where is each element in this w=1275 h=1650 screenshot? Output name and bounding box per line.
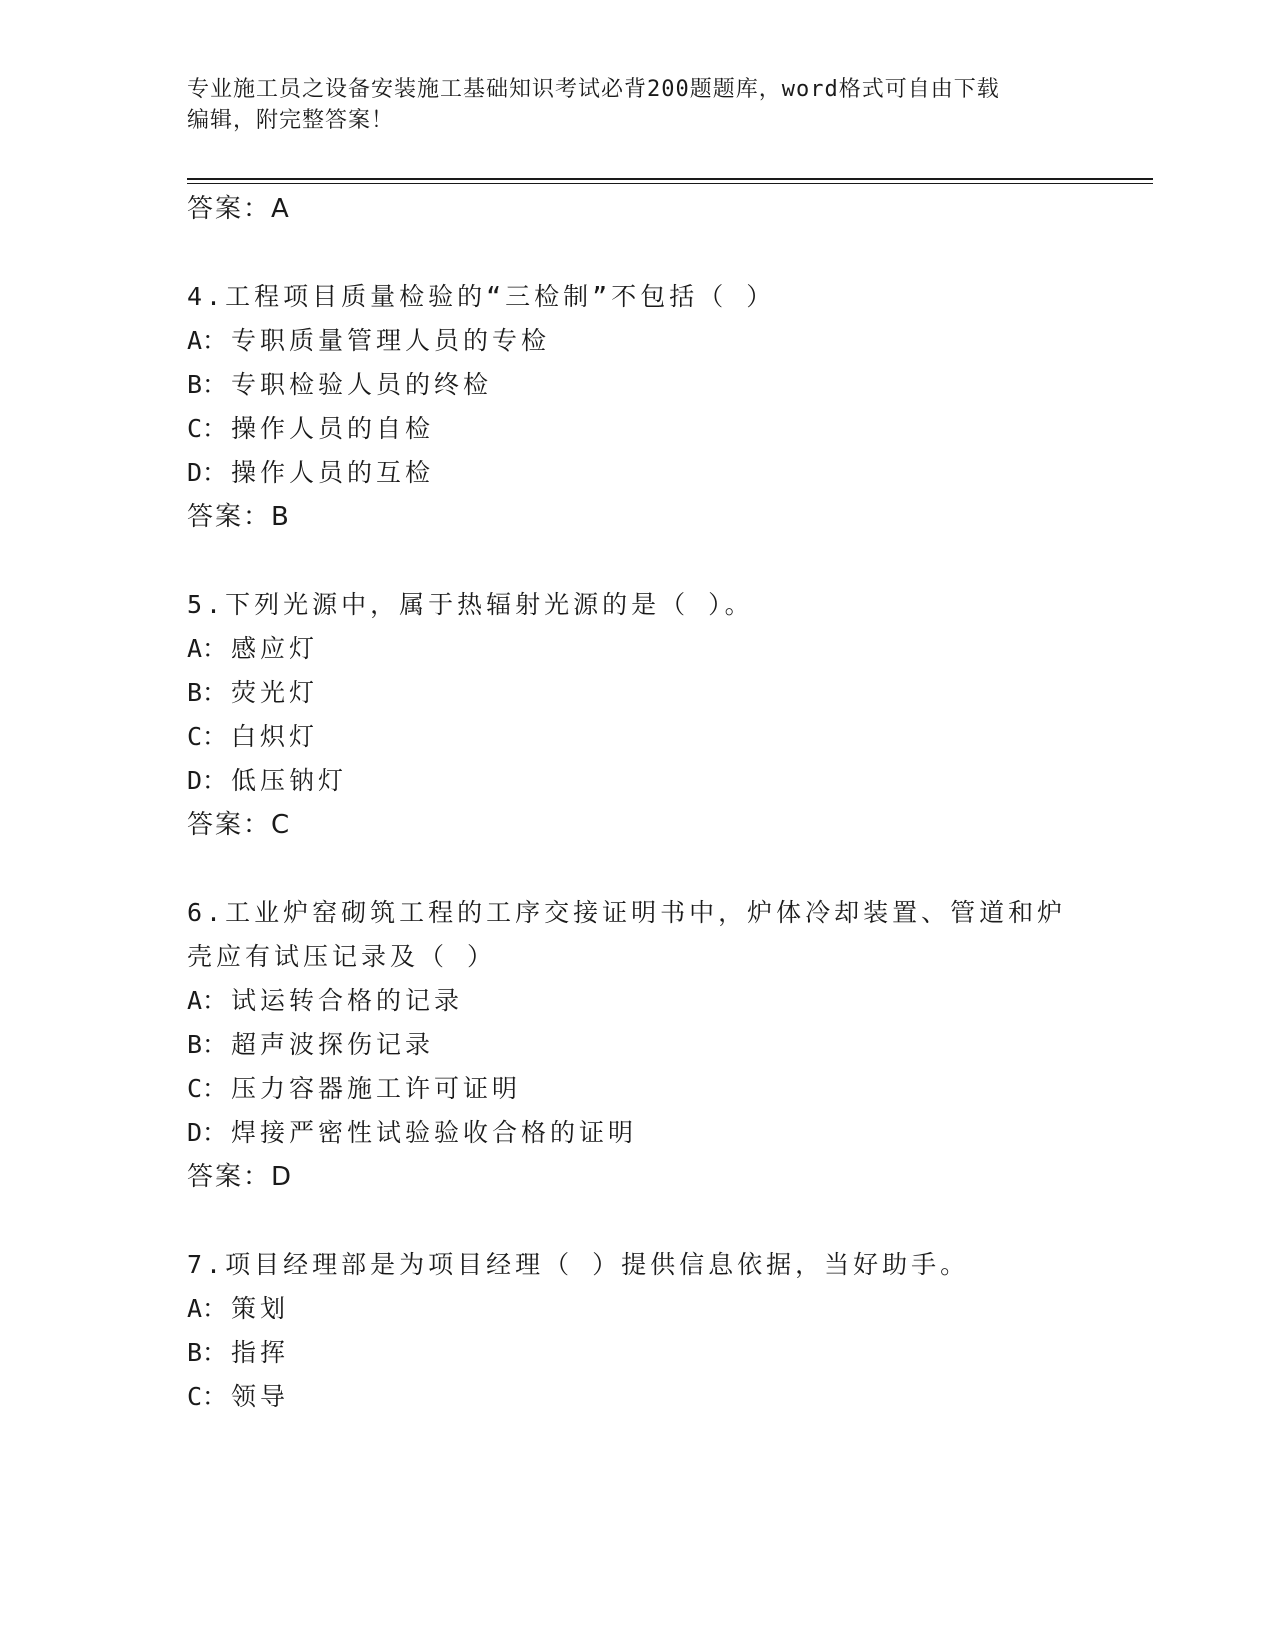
question-6-stem <box>187 898 1066 928</box>
option-text: 领导 <box>231 1382 290 1411</box>
option-text: 策划 <box>231 1294 290 1323</box>
header-title-line-1: 专业施工员之设备安装施工基础知识考试必背200题题库，word格式可自由下载 <box>187 77 1000 102</box>
option-key: A： <box>187 634 228 663</box>
answer-value: A <box>271 194 291 224</box>
answer-line-prev <box>187 194 291 224</box>
question-6-option-c <box>187 1074 521 1104</box>
question-5-option-b <box>187 678 318 708</box>
answer-label: 答案： <box>187 502 272 532</box>
question-7-option-a <box>187 1294 289 1324</box>
answer-label: 答案： <box>187 1162 272 1192</box>
option-key: D： <box>187 458 228 487</box>
option-text: 低压钠灯 <box>231 766 348 795</box>
option-key: C： <box>187 1382 228 1411</box>
question-4-option-d <box>187 458 434 488</box>
question-5-option-a <box>187 634 318 664</box>
question-5-stem <box>187 590 754 620</box>
option-text: 焊接严密性试验验收合格的证明 <box>231 1118 638 1147</box>
option-text: 感应灯 <box>231 634 319 663</box>
option-text: 操作人员的自检 <box>231 414 435 443</box>
question-4-option-c <box>187 414 434 444</box>
question-4-stem <box>187 282 775 312</box>
question-text: 工程项目质量检验的“三检制”不包括（ ） <box>225 282 776 311</box>
question-7-option-c <box>187 1382 289 1412</box>
question-text: 工业炉窑砌筑工程的工序交接证明书中，炉体冷却装置、管道和炉 <box>225 898 1067 927</box>
option-key: B： <box>187 1030 228 1059</box>
option-text: 专职质量管理人员的专检 <box>231 326 551 355</box>
option-text: 指挥 <box>231 1338 290 1367</box>
option-key: C： <box>187 414 228 443</box>
option-key: D： <box>187 1118 228 1147</box>
document-header <box>187 74 1087 136</box>
header-title-line-2: 编辑，附完整答案！ <box>187 108 395 133</box>
header-rule-thin <box>187 183 1153 184</box>
question-number: 6. <box>187 898 226 927</box>
header-rule-thick <box>187 178 1153 180</box>
option-key: B： <box>187 678 228 707</box>
question-number: 4. <box>187 282 226 311</box>
question-4-answer <box>187 502 291 532</box>
answer-value: D <box>271 1162 294 1192</box>
question-7-stem <box>187 1250 969 1280</box>
option-text: 荧光灯 <box>231 678 319 707</box>
question-6-option-d <box>187 1118 637 1148</box>
option-text: 专职检验人员的终检 <box>231 370 493 399</box>
question-number: 5. <box>187 590 226 619</box>
option-key: D： <box>187 766 228 795</box>
question-4-option-a <box>187 326 550 356</box>
option-key: A： <box>187 326 228 355</box>
answer-value: B <box>271 502 291 532</box>
option-text: 操作人员的互检 <box>231 458 435 487</box>
option-text: 试运转合格的记录 <box>231 986 464 1015</box>
option-text: 白炽灯 <box>231 722 319 751</box>
answer-value: C <box>271 810 292 840</box>
question-6-answer <box>187 1162 293 1192</box>
question-text: 项目经理部是为项目经理（ ）提供信息依据，当好助手。 <box>225 1250 970 1279</box>
option-text: 压力容器施工许可证明 <box>231 1074 522 1103</box>
question-6-stem-continued: 壳应有试压记录及（ ） <box>187 942 497 971</box>
question-text: 下列光源中，属于热辐射光源的是（ ）。 <box>225 590 754 619</box>
answer-label: 答案： <box>187 194 272 224</box>
question-4-option-b <box>187 370 492 400</box>
option-key: B： <box>187 370 228 399</box>
option-key: C： <box>187 722 228 751</box>
question-number: 7. <box>187 1250 226 1279</box>
question-5-option-c <box>187 722 318 752</box>
option-key: A： <box>187 1294 228 1323</box>
question-5-answer <box>187 810 291 840</box>
option-key: B： <box>187 1338 228 1367</box>
answer-label: 答案： <box>187 810 272 840</box>
option-key: A： <box>187 986 228 1015</box>
option-key: C： <box>187 1074 228 1103</box>
question-6-option-a <box>187 986 463 1016</box>
option-text: 超声波探伤记录 <box>231 1030 435 1059</box>
question-7-option-b <box>187 1338 289 1368</box>
question-5-option-d <box>187 766 347 796</box>
question-6-option-b <box>187 1030 434 1060</box>
